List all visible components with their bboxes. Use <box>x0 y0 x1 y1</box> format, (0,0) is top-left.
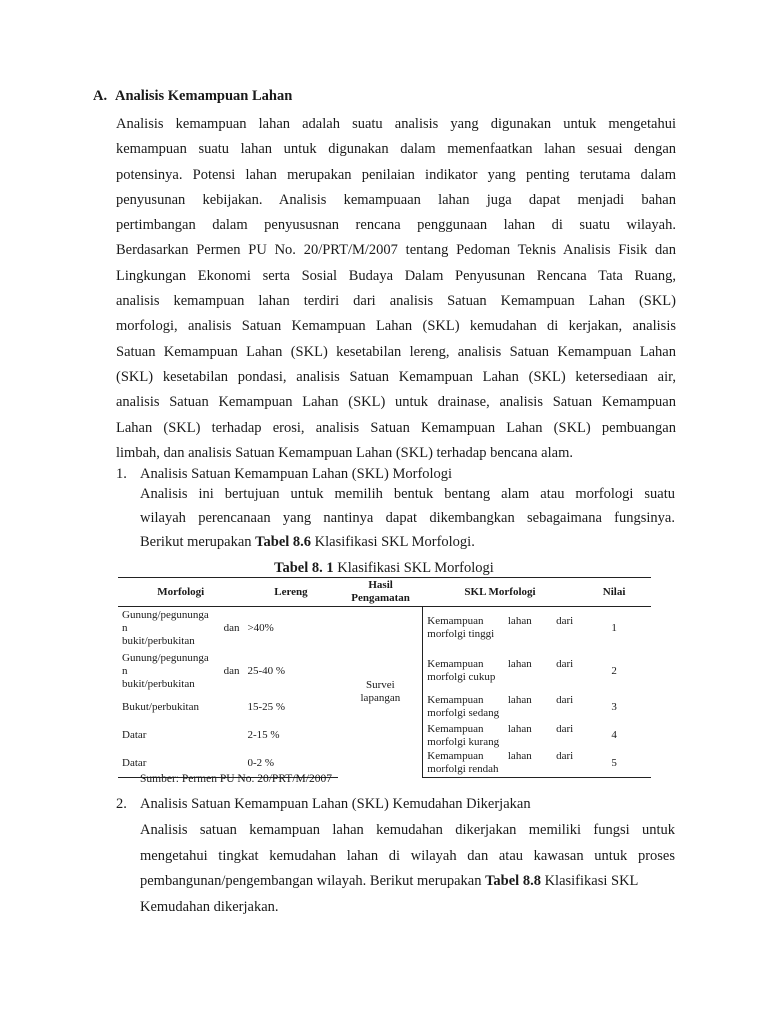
intro-paragraph <box>116 112 676 466</box>
paragraph-line: pertimbangan dalam penyususnan rencana penggunaan lahan di suatu wilayah. <box>116 217 676 234</box>
paragraph-line: Satuan Kemampuan Lahan (SKL) kesetabilan lereng, analisis Satuan Kemampuan Lahan <box>116 343 676 360</box>
cell-text: dari <box>556 694 574 706</box>
cell-text: lapangan <box>360 692 401 705</box>
table-caption <box>0 560 768 577</box>
section-title: Analisis Kemampuan Lahan <box>115 88 293 104</box>
paragraph-line <box>140 530 675 554</box>
paragraph-line: (SKL) kesetabilan pondasi, analisis Satuan Kemampuan Lahan (SKL) ketersediaan air, <box>116 368 676 385</box>
paragraph-line: Analisis kemampuan lahan adalah suatu analisis yang digunakan untuk mengetahui <box>116 116 676 132</box>
cell-skl <box>423 722 577 750</box>
cell-text: Gunung/pegununga <box>122 651 209 664</box>
list-item-title: Analisis Satuan Kemampuan Lahan (SKL) Kemudahan Dikerjakan <box>140 796 531 812</box>
header-skl-morfologi: SKL Morfologi <box>423 578 577 607</box>
cell-lereng: 2-15 % <box>247 729 280 741</box>
cell-text: morfolgi kurang <box>427 735 500 748</box>
cell-nilai: 2 <box>611 664 617 677</box>
cell-lereng: 15-25 % <box>247 700 286 713</box>
paragraph-line: Kemudahan dikerjakan. <box>140 898 279 915</box>
cell-morfologi: Bukut/perbukitan <box>122 700 199 713</box>
cell-text: Kemampuan <box>427 750 484 763</box>
cell-text: dari <box>556 615 574 628</box>
cell-text: lahan <box>507 694 532 706</box>
paragraph-line: Lahan (SKL) terhadap erosi, analisis Satuan Kemampuan Lahan (SKL) pembuangan <box>116 419 676 436</box>
paragraph-line: analisis Satuan Kemampuan Lahan (SKL) untuk drainase, analisis Satuan Kemampuan <box>116 394 676 411</box>
section-heading <box>93 88 292 105</box>
cell-lereng: >40% <box>247 621 274 634</box>
cell-nilai: 5 <box>577 750 651 778</box>
list-number: 1. <box>116 466 127 482</box>
cell-text: dari <box>556 658 574 670</box>
cell-lereng: 25-40 % <box>247 664 286 677</box>
cell-text: morfolgi cukup <box>427 671 496 683</box>
cell-text: morfolgi sedang <box>427 707 500 719</box>
cell-text: Survei <box>365 679 395 692</box>
header-lereng: Lereng <box>243 578 338 607</box>
cell-nilai: 1 <box>611 621 617 634</box>
list-number: 2. <box>116 796 127 812</box>
cell-morfologi <box>118 650 243 693</box>
text-run: Berikut merupakan <box>140 534 256 550</box>
list-item-1-title <box>116 466 452 483</box>
cell-morfologi: Datar <box>118 750 243 778</box>
list-item-2-paragraph <box>140 818 675 920</box>
cell-text: dan <box>223 664 240 677</box>
paragraph-line: Berdasarkan Permen PU No. 20/PRT/M/2007 tentang Pedoman Teknis Analisis Fisik dan <box>116 242 676 259</box>
cell-text: lahan <box>507 615 532 628</box>
cell-nilai: 4 <box>611 729 617 741</box>
cell-morfologi: Datar <box>122 729 147 741</box>
header-hasil-line: Pengamatan <box>351 592 410 604</box>
cell-text: lahan <box>507 658 532 670</box>
cell-text: Kemampuan <box>427 722 484 735</box>
paragraph-line: analisis kemampuan lahan terdiri dari analisis Satuan Kemampuan Lahan (SKL) <box>116 293 676 310</box>
table-source: Sumber: Permen PU No. 20/PRT/M/2007 <box>140 773 332 785</box>
table-header-row <box>118 578 651 607</box>
cell-text: dari <box>556 722 574 735</box>
paragraph-line: morfologi, analisis Satuan Kemampuan Lahan (SKL) kemudahan di kerjakan, analisis <box>116 318 676 335</box>
paragraph-line: wilayah perencanaan yang nantinya dapat dikembangkan sebagaimana fungsinya. <box>140 510 675 526</box>
cell-text: morfolgi tinggi <box>427 628 495 641</box>
cell-morfologi <box>118 607 243 650</box>
cell-text: bukit/perbukitan <box>122 677 195 690</box>
list-item-title: Analisis Satuan Kemampuan Lahan (SKL) Morfologi <box>140 466 453 482</box>
paragraph-line: Analisis ini bertujuan untuk memilih bentuk bentang alam atau morfologi suatu <box>140 486 675 502</box>
paragraph-line: penyusunan kebijakan. Analisis kemampuaan lahan juga dapat menjadi bahan <box>116 191 676 208</box>
section-letter: A. <box>93 88 108 104</box>
cell-text: Kemampuan <box>427 615 484 628</box>
list-item-2-title <box>116 796 531 813</box>
paragraph-line: Analisis satuan kemampuan lahan kemudahan dikerjakan memiliki fungsi untuk <box>140 822 675 838</box>
cell-skl <box>423 650 577 693</box>
cell-text: bukit/perbukitan <box>122 634 195 647</box>
cell-skl <box>423 607 577 650</box>
cell-text: morfolgi rendah <box>427 763 499 776</box>
paragraph-line: limbah, dan analisis Satuan Kemampuan Lahan (SKL) terhadap bencana alam. <box>116 444 573 461</box>
skl-morfologi-table <box>118 577 651 778</box>
table-reference: Tabel 8.8 <box>485 873 541 889</box>
cell-text: dari <box>556 750 574 763</box>
text-run: Klasifikasi SKL <box>540 873 639 889</box>
cell-text: lahan <box>507 722 532 735</box>
header-morfologi: Morfologi <box>118 578 243 607</box>
table-caption-text: Klasifikasi SKL Morfologi <box>333 560 494 576</box>
paragraph-line <box>140 869 675 895</box>
table-row <box>118 607 651 650</box>
paragraph-line: kemampuan suatu lahan untuk digunakan dalam memenfaatkan lahan sesuai dengan <box>116 141 676 158</box>
header-hasil-pengamatan <box>338 578 422 607</box>
cell-text: Gunung/pegununga <box>122 608 209 621</box>
table-caption-number: Tabel 8. 1 <box>274 560 334 576</box>
text-run: pembangunan/pengembangan wilayah. Berikut merupakan <box>140 873 486 889</box>
cell-text: dan <box>223 621 240 634</box>
cell-text: n <box>122 621 128 634</box>
cell-text: Kemampuan <box>427 658 484 670</box>
cell-lereng: 0-2 % <box>243 750 338 778</box>
cell-hasil-pengamatan <box>338 607 422 778</box>
cell-nilai: 3 <box>611 700 617 713</box>
cell-text: lahan <box>507 750 532 763</box>
cell-text: n <box>122 664 128 677</box>
text-run: Klasifikasi SKL Morfologi. <box>311 534 475 550</box>
paragraph-line: mengetahui tingkat kemudahan lahan di wilayah dan atau kawasan untuk proses <box>140 847 675 864</box>
header-hasil-line: Hasil <box>368 579 393 591</box>
list-item-1-paragraph <box>140 482 675 554</box>
header-nilai: Nilai <box>577 578 651 607</box>
cell-skl <box>423 693 577 722</box>
cell-skl <box>423 750 577 778</box>
paragraph-line: Lingkungan Ekonomi serta Sosial Budaya Dalam Penyusunan Rencana Tata Ruang, <box>116 267 676 284</box>
table-reference: Tabel 8.6 <box>255 534 312 550</box>
paragraph-line: potensinya. Potensi lahan merupakan penilaian indikator yang penting terutama dalam <box>116 166 676 183</box>
cell-text: Kemampuan <box>427 694 484 706</box>
